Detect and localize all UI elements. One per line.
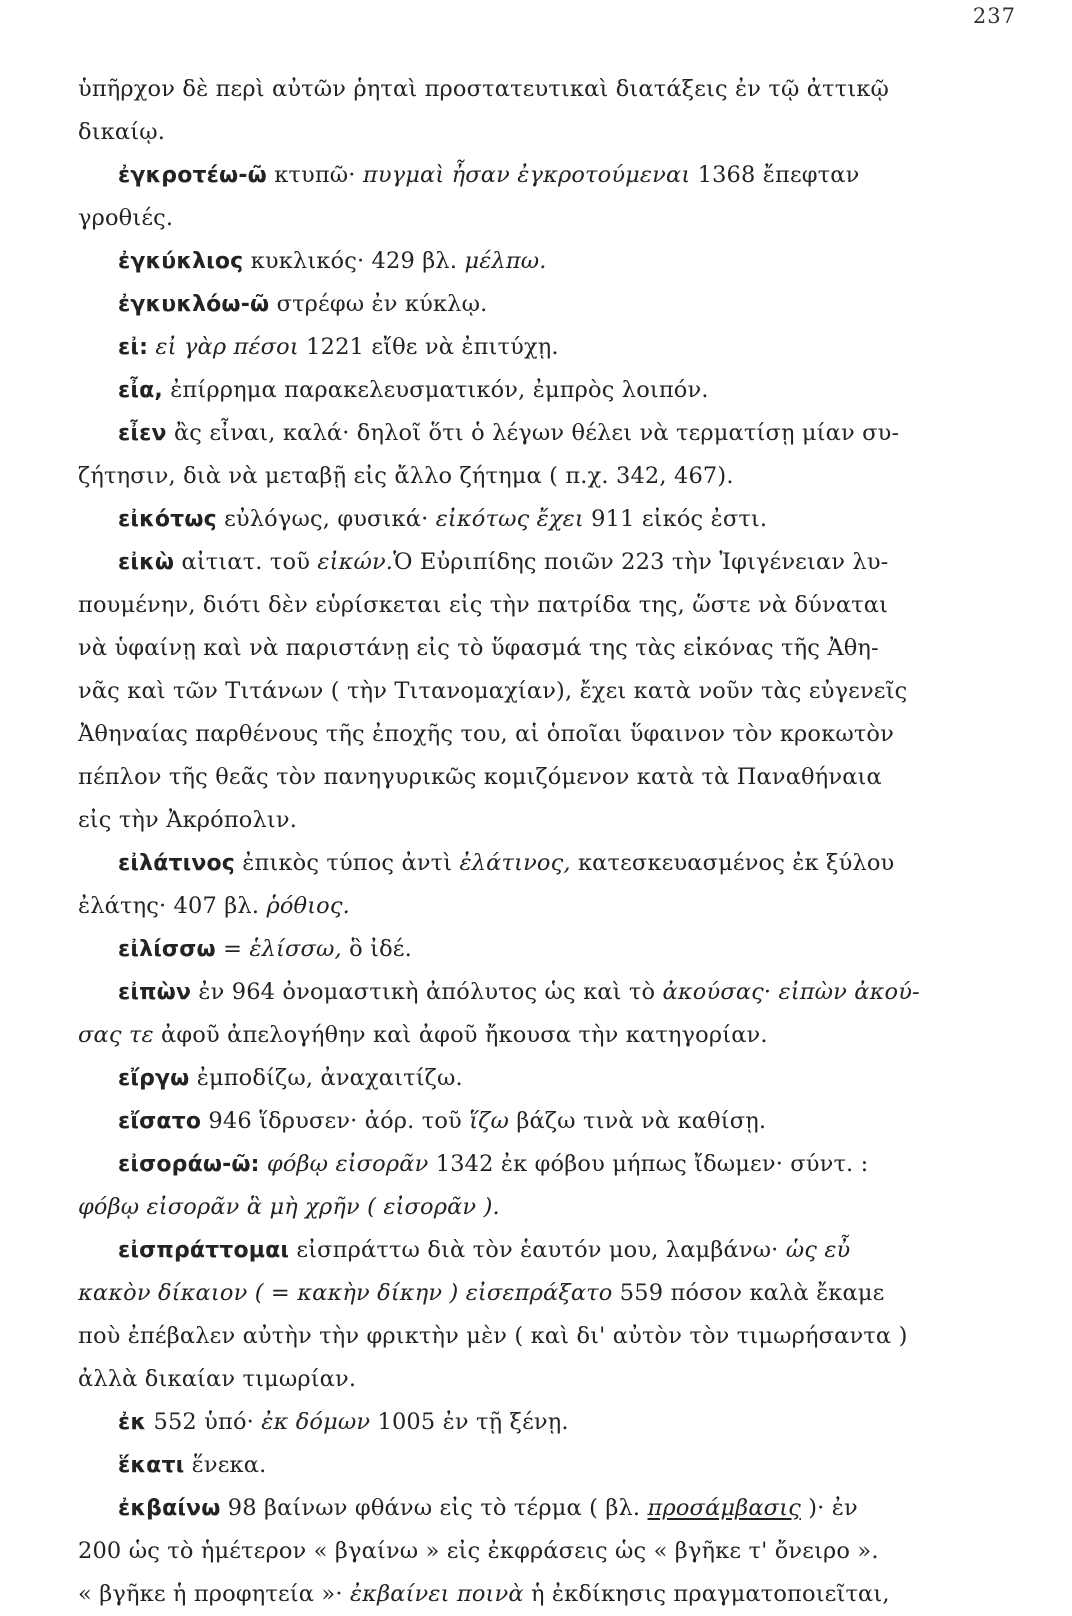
entry-text: στρέφω ἐν κύκλῳ. (269, 291, 488, 317)
entry-text: Ὁ Εὐριπίδης ποιῶν 223 τὴν Ἰφιγένειαν λυ- (393, 549, 889, 575)
entry-text: γροθιές. (78, 205, 174, 231)
entry-text: φόβῳ εἰσορᾶν ἃ μὴ χρῆν ( εἰσορᾶν ). (78, 1194, 500, 1220)
text-line (78, 1530, 1033, 1573)
entry-text: νὰ ὑφαίνῃ καὶ νὰ παριστάνῃ εἰς τὸ ὕφασμά της τὰς εἰκόνας τῆς Ἀθη- (78, 635, 879, 661)
entry-headword: εἰκὼ (118, 550, 175, 575)
entry-text: 946 ἵδρυσεν· ἀόρ. τοῦ (201, 1108, 470, 1134)
entry-text: ἀκούσας· εἰπὼν ἀκού- (662, 979, 920, 1005)
text-line (78, 756, 1033, 799)
entry-headword: ἕκατι (118, 1453, 185, 1478)
entry-text: μέλπω. (464, 248, 547, 274)
text-line (78, 1229, 1033, 1272)
entry-text: ἵζω (469, 1108, 510, 1134)
text-line (78, 541, 1033, 584)
entry-text: ἐλάτινος, (459, 850, 571, 876)
text-line (78, 412, 1033, 455)
entry-headword: εἶα, (118, 378, 163, 403)
entry-text: δικαίῳ. (78, 119, 165, 145)
entry-text: κατεσκευασμένος ἐκ ξύλου (570, 850, 895, 876)
entry-text: ὡς εὖ (785, 1237, 851, 1263)
entry-headword: ἐγκροτέω-ῶ (118, 163, 267, 188)
entry-headword: εἶεν (118, 421, 167, 446)
entry-text: 1221 εἴθε νὰ ἐπιτύχῃ. (298, 334, 559, 360)
entry-text: ἐλάτης· 407 βλ. (78, 893, 267, 919)
entry-text: εἰκότως ἔχει (435, 506, 584, 532)
entry-headword: ἐκ (118, 1410, 147, 1435)
text-line (78, 68, 1033, 111)
text-line (78, 1143, 1033, 1186)
entry-text: ὃ ἰδέ. (341, 936, 412, 962)
text-line (78, 885, 1033, 928)
entry-text: ἀλλὰ δικαίαν τιμωρίαν. (78, 1366, 357, 1392)
text-line (78, 627, 1033, 670)
entry-text: ἐπίρρημα παρακελευσματικόν, ἐμπρὸς λοιπόν. (162, 377, 709, 403)
entry-text: ἐκβαίνει ποινὰ (349, 1581, 524, 1607)
entry-text: )· ἐν (800, 1495, 858, 1521)
entry-text: ἐμποδίζω, ἀναχαιτίζω. (189, 1065, 463, 1091)
entry-headword: ἐγκυκλόω-ῶ (118, 292, 270, 317)
entry-text: ἂς εἶναι, καλά· δηλοῖ ὅτι ὁ λέγων θέλει νὰ τερματίσῃ μίαν συ- (166, 420, 900, 446)
entry-text: κτυπῶ· (266, 162, 363, 188)
entry-text: νᾶς καὶ τῶν Τιτάνων ( τὴν Τιτανομαχίαν), ἔχει κατὰ νοῦν τὰς εὐγενεῖς (78, 678, 908, 704)
entry-headword: εἰπὼν (118, 980, 192, 1005)
text-line (78, 1573, 1033, 1616)
text-line (78, 1014, 1033, 1057)
entry-text: κυκλικός· 429 βλ. (243, 248, 465, 274)
entry-headword: εἰσπράττομαι (118, 1238, 290, 1263)
entry-text: ἐκ δόμων (261, 1409, 371, 1435)
entry-text: πέπλον τῆς θεᾶς τὸν πανηγυρικῶς κομιζόμενον κατὰ τὰ Παναθήναια (78, 764, 882, 790)
entry-text: σας τε (78, 1022, 154, 1048)
entry-text: εὐλόγως, φυσικά· (216, 506, 436, 532)
text-line (78, 240, 1033, 283)
text-line (78, 842, 1033, 885)
entry-text: ἐν 964 ὀνομαστικὴ ἀπόλυτος ὡς καὶ τὸ (191, 979, 663, 1005)
text-line (78, 584, 1033, 627)
entry-text: ὑπῆρχον δὲ περὶ αὐτῶν ῥηταὶ προστατευτικαὶ διατάξεις ἐν τῷ ἀττικῷ (78, 76, 890, 102)
entry-text: ποὺ ἐπέβαλεν αὐτὴν τὴν φρικτὴν μὲν ( καὶ δι' αὐτὸν τὸν τιμωρήσαντα ) (78, 1323, 908, 1349)
entry-headword: εἰλάτινος (118, 851, 235, 876)
entry-headword: εἰκότως (118, 507, 217, 532)
entry-headword: εἴργω (118, 1066, 190, 1091)
text-line (78, 1315, 1033, 1358)
entry-headword: εἰλίσσω (118, 937, 216, 962)
entry-text: ἑλίσσω, (249, 936, 342, 962)
entry-text: 911 εἰκός ἐστι. (583, 506, 768, 532)
entry-text: ἕνεκα. (184, 1452, 267, 1478)
text-line (78, 498, 1033, 541)
entry-text: εἰσπράττω διὰ τὸν ἑαυτόν μου, λαμβάνω· (289, 1237, 786, 1263)
entry-headword: εἰσοράω-ῶ: (118, 1152, 260, 1177)
entry-text: ῥόθιος. (266, 893, 350, 919)
entry-text: 1005 ἐν τῇ ξένῃ. (370, 1409, 569, 1435)
entry-text: εἰκών. (317, 549, 394, 575)
entry-text: 1342 ἐκ φόβου μήπως ἴδωμεν· σύντ. : (428, 1151, 869, 1177)
text-line (78, 326, 1033, 369)
entry-headword: εἰ: (118, 335, 149, 360)
text-line (78, 1401, 1033, 1444)
entry-text: 1368 ἔπεφταν (690, 162, 860, 188)
text-line (78, 713, 1033, 756)
entry-text: ζήτησιν, διὰ νὰ μεταβῇ εἰς ἄλλο ζήτημα ( π.χ. 342, 467). (78, 463, 734, 489)
entry-text (260, 1151, 267, 1177)
text-line (78, 971, 1033, 1014)
entry-text: ἐπικὸς τύπος ἀντὶ (234, 850, 460, 876)
entry-headword: εἴσατο (118, 1109, 202, 1134)
entry-text: προσάμβασις (647, 1495, 801, 1521)
entry-text: ἀφοῦ ἀπελογήθην καὶ ἀφοῦ ἤκουσα τὴν κατηγορίαν. (153, 1022, 768, 1048)
entry-text: φόβῳ εἰσορᾶν (266, 1151, 429, 1177)
entry-text: 552 ὑπό· (146, 1409, 262, 1435)
text-line (78, 1444, 1033, 1487)
text-line (78, 928, 1033, 971)
dictionary-entries (78, 68, 1033, 1616)
entry-text: εἰ γὰρ πέσοι (155, 334, 299, 360)
entry-text: 559 πόσον καλὰ ἔκαμε (612, 1280, 885, 1306)
text-line (78, 1186, 1033, 1229)
entry-text: 98 βαίνων φθάνω εἰς τὸ τέρμα ( βλ. (220, 1495, 648, 1521)
text-line (78, 369, 1033, 412)
entry-text: αἰτιατ. τοῦ (174, 549, 318, 575)
entry-text: Ἀθηναίας παρθένους τῆς ἐποχῆς του, αἱ ὁποῖαι ὕφαινον τὸν κροκωτὸν (78, 721, 894, 747)
text-line (78, 111, 1033, 154)
entry-text: = (215, 936, 250, 962)
text-line (78, 1272, 1033, 1315)
entry-text: πυγμαὶ ἦσαν ἐγκροτούμεναι (362, 162, 691, 188)
page-number: 237 (972, 4, 1016, 28)
text-line (78, 799, 1033, 842)
entry-text: 200 ὡς τὸ ἡμέτερον « βγαίνω » εἰς ἐκφράσεις ὡς « βγῆκε τ' ὄνειρο ». (78, 1538, 879, 1564)
text-line (78, 283, 1033, 326)
text-line (78, 455, 1033, 498)
entry-text: κακὸν δίκαιον ( = κακὴν δίκην ) εἰσεπράξατο (78, 1280, 613, 1306)
entry-text: « βγῆκε ἡ προφητεία »· (78, 1581, 350, 1607)
entry-headword: ἐκβαίνω (118, 1496, 221, 1521)
text-line (78, 1487, 1033, 1530)
text-line (78, 1057, 1033, 1100)
entry-text: εἰς τὴν Ἀκρόπολιν. (78, 807, 298, 833)
entry-text: ἡ ἐκδίκησις πραγματοποιεῖται, (523, 1581, 890, 1607)
text-line (78, 1358, 1033, 1401)
text-line (78, 1100, 1033, 1143)
text-line (78, 670, 1033, 713)
entry-headword: ἐγκύκλιος (118, 249, 244, 274)
entry-text: πουμένην, διότι δὲν εὑρίσκεται εἰς τὴν πατρίδα της, ὥστε νὰ δύναται (78, 592, 889, 618)
text-line (78, 154, 1033, 197)
entry-text: βάζω τινὰ νὰ καθίσῃ. (509, 1108, 767, 1134)
text-line (78, 197, 1033, 240)
